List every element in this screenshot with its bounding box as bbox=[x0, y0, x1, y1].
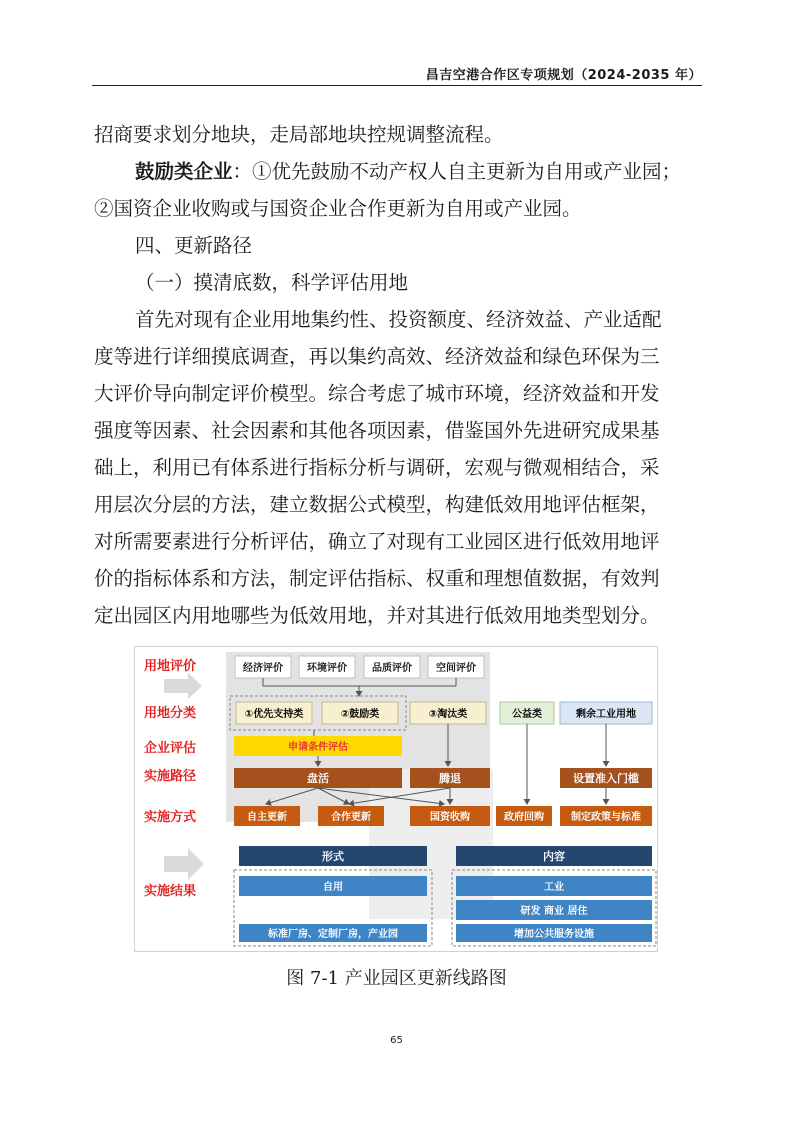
stage-label: 用地评价 bbox=[144, 659, 197, 674]
method-label: 制定政策与标准 bbox=[571, 812, 641, 823]
encourage-text: ：①优先鼓励不动产权人自主更新为自用或产业园； bbox=[232, 160, 682, 183]
paragraph-line: 础上，利用已有体系进行指标分析与调研，宏观与微观相结合，采 bbox=[94, 456, 660, 479]
page-header bbox=[0, 60, 702, 86]
eval-label: 经济评价 bbox=[243, 663, 283, 674]
paragraph-line: 度等进行详细摸底调查，再以集约高效、经济效益和绿色环保为三 bbox=[94, 345, 660, 368]
header-rule bbox=[92, 85, 702, 86]
path-threshold-label: 设置准入门槛 bbox=[573, 772, 639, 785]
roadmap-diagram bbox=[134, 646, 658, 952]
subsection-heading: （一）摸清底数，科学评估用地 bbox=[135, 271, 409, 294]
body-text bbox=[94, 116, 708, 634]
assessment-label: 申请条件评估 bbox=[288, 742, 348, 753]
stage-label: 企业评估 bbox=[144, 741, 197, 756]
paragraph-line: 对所需要素进行分析评估，确立了对现有工业园区进行低效用地评 bbox=[94, 530, 660, 553]
paragraph-line: 定出园区内用地哪些为低效用地，并对其进行低效用地类型划分。 bbox=[94, 604, 660, 627]
stage-label: 实施结果 bbox=[144, 884, 197, 899]
result-form-header-label: 形式 bbox=[322, 850, 344, 863]
paragraph-line: 价的指标体系和方法，制定评估指标、权重和理想值数据，有效判 bbox=[94, 567, 660, 590]
paragraph-line: ②国资企业收购或与国资企业合作更新为自用或产业园。 bbox=[94, 197, 582, 220]
form-result-label: 自用 bbox=[323, 882, 343, 893]
figure-caption: 图 7-1 产业园区更新线路图 bbox=[286, 968, 507, 989]
category-public-label: 公益类 bbox=[512, 709, 542, 720]
path-activate-label: 盘活 bbox=[307, 772, 329, 785]
paragraph-line: 强度等因素、社会因素和其他各项因素，借鉴国外先进研究成果基 bbox=[94, 419, 660, 442]
method-label: 自主更新 bbox=[247, 812, 287, 823]
content-result-label: 工业 bbox=[544, 882, 564, 893]
encourage-label: 鼓励类企业 bbox=[135, 160, 233, 183]
method-label: 合作更新 bbox=[331, 812, 371, 823]
method-label: 政府回购 bbox=[504, 812, 544, 823]
page-number: 65 bbox=[390, 1035, 403, 1046]
eval-label: 空间评价 bbox=[436, 663, 476, 674]
encourage-paragraph bbox=[94, 153, 708, 190]
paragraph-line: 大评价导向制定评价模型。综合考虑了城市环境，经济效益和开发 bbox=[94, 382, 660, 405]
eval-label: 品质评价 bbox=[372, 663, 412, 674]
paragraph-line: 首先对现有企业用地集约性、投资额度、经济效益、产业适配 bbox=[135, 308, 662, 331]
paragraph-line: 招商要求划分地块，走局部地块控规调整流程。 bbox=[94, 123, 504, 146]
paragraph-line: 用层次分层的方法，建立数据公式模型，构建低效用地评估框架， bbox=[94, 493, 660, 516]
path-vacate-label: 腾退 bbox=[439, 772, 461, 785]
stage-label: 实施方式 bbox=[144, 810, 197, 825]
content-result-label: 研发 商业 居住 bbox=[520, 906, 588, 917]
eval-label: 环境评价 bbox=[307, 663, 347, 674]
document-title: 昌吉空港合作区专项规划（2024-2035 年） bbox=[425, 68, 702, 83]
method-label: 国资收购 bbox=[430, 812, 470, 823]
result-content-header-label: 内容 bbox=[543, 850, 565, 863]
form-result-label: 标准厂房、定制厂房，产业园 bbox=[268, 929, 398, 940]
section-heading: 四、更新路径 bbox=[135, 234, 253, 257]
category-eliminate-label: ③淘汰类 bbox=[428, 709, 468, 720]
content-result-label: 增加公共服务设施 bbox=[514, 929, 594, 940]
stage-label: 实施路径 bbox=[144, 769, 197, 784]
renewal-roadmap-figure bbox=[134, 646, 658, 952]
stage-label: 用地分类 bbox=[144, 706, 197, 721]
category-encourage-label: ②鼓励类 bbox=[340, 709, 380, 720]
category-remaining-label: 剩余工业用地 bbox=[576, 709, 636, 720]
category-priority-label: ①优先支持类 bbox=[244, 709, 304, 720]
